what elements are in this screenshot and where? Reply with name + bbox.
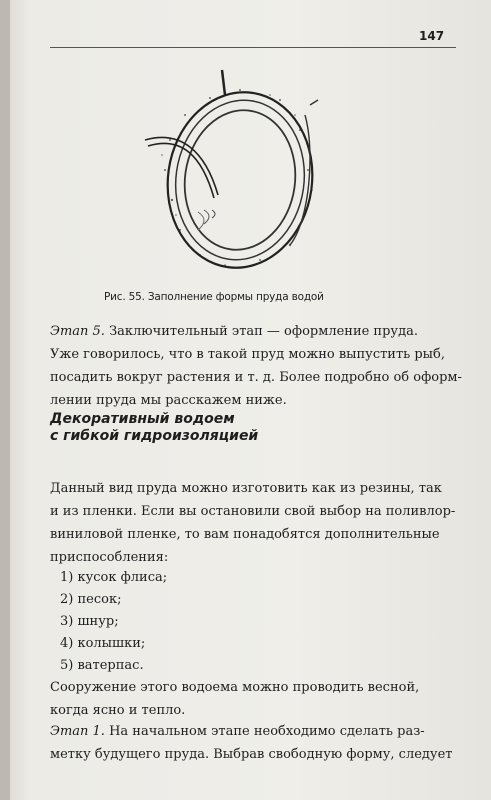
paragraph-line: посадить вокруг растения и т. д. Более подробно об оформ- xyxy=(50,370,462,385)
water-ripples xyxy=(212,210,215,218)
list-item: 4) колышки; xyxy=(60,636,146,651)
paragraph-line: и из пленки. Если вы остановили свой выбор на поливлор- xyxy=(50,504,456,519)
paragraph-line: Заключительный этап — оформление пруда. xyxy=(104,324,418,339)
hose xyxy=(145,137,218,195)
stage5-lead: Этап 5. xyxy=(50,324,105,339)
section-heading-line: Декоративный водоем xyxy=(50,411,235,427)
pond-fill-illustration xyxy=(140,60,330,280)
materials-list xyxy=(60,567,167,677)
paragraph-line: Данный вид пруда можно изготовить как из резины, так xyxy=(50,481,442,496)
stage1-lead: Этап 1. xyxy=(50,724,105,739)
paragraph-line: Сооружение этого водоема можно проводить весной, xyxy=(50,680,420,695)
paragraph-line: Уже говорилось, что в такой пруд можно выпустить рыб, xyxy=(50,347,445,362)
intro-paragraph xyxy=(50,477,456,569)
list-item: 5) ватерпас. xyxy=(60,658,144,673)
paragraph-line: лении пруда мы расскажем ниже. xyxy=(50,393,287,408)
pond-outer-edge xyxy=(156,83,323,277)
header-rule xyxy=(50,47,456,48)
paragraph-line: когда ясно и тепло. xyxy=(50,703,186,718)
list-item: 2) песок; xyxy=(60,592,122,607)
page-number: 147 xyxy=(419,29,445,43)
section-heading xyxy=(50,411,456,445)
paragraph-line: приспособления: xyxy=(50,550,169,565)
figure-caption: Рис. 55. Заполнение формы пруда водой xyxy=(104,291,324,303)
paragraph-line: виниловой пленке, то вам понадобятся дополнительные xyxy=(50,527,440,542)
list-item: 3) шнур; xyxy=(60,614,119,629)
stage5-paragraph xyxy=(50,320,462,412)
paragraph-line: На начальном этапе необходимо сделать раз- xyxy=(104,724,425,739)
section-heading-line: с гибкой гидроизоляцией xyxy=(50,428,259,444)
page-spine-shadow xyxy=(0,0,10,800)
list-item: 1) кусок флиса; xyxy=(60,570,168,585)
stake xyxy=(222,70,225,95)
stage1-paragraph xyxy=(50,720,456,766)
closing-paragraph xyxy=(50,676,456,722)
paragraph-line: метку будущего пруда. Выбрав свободную форму, следует xyxy=(50,747,453,762)
